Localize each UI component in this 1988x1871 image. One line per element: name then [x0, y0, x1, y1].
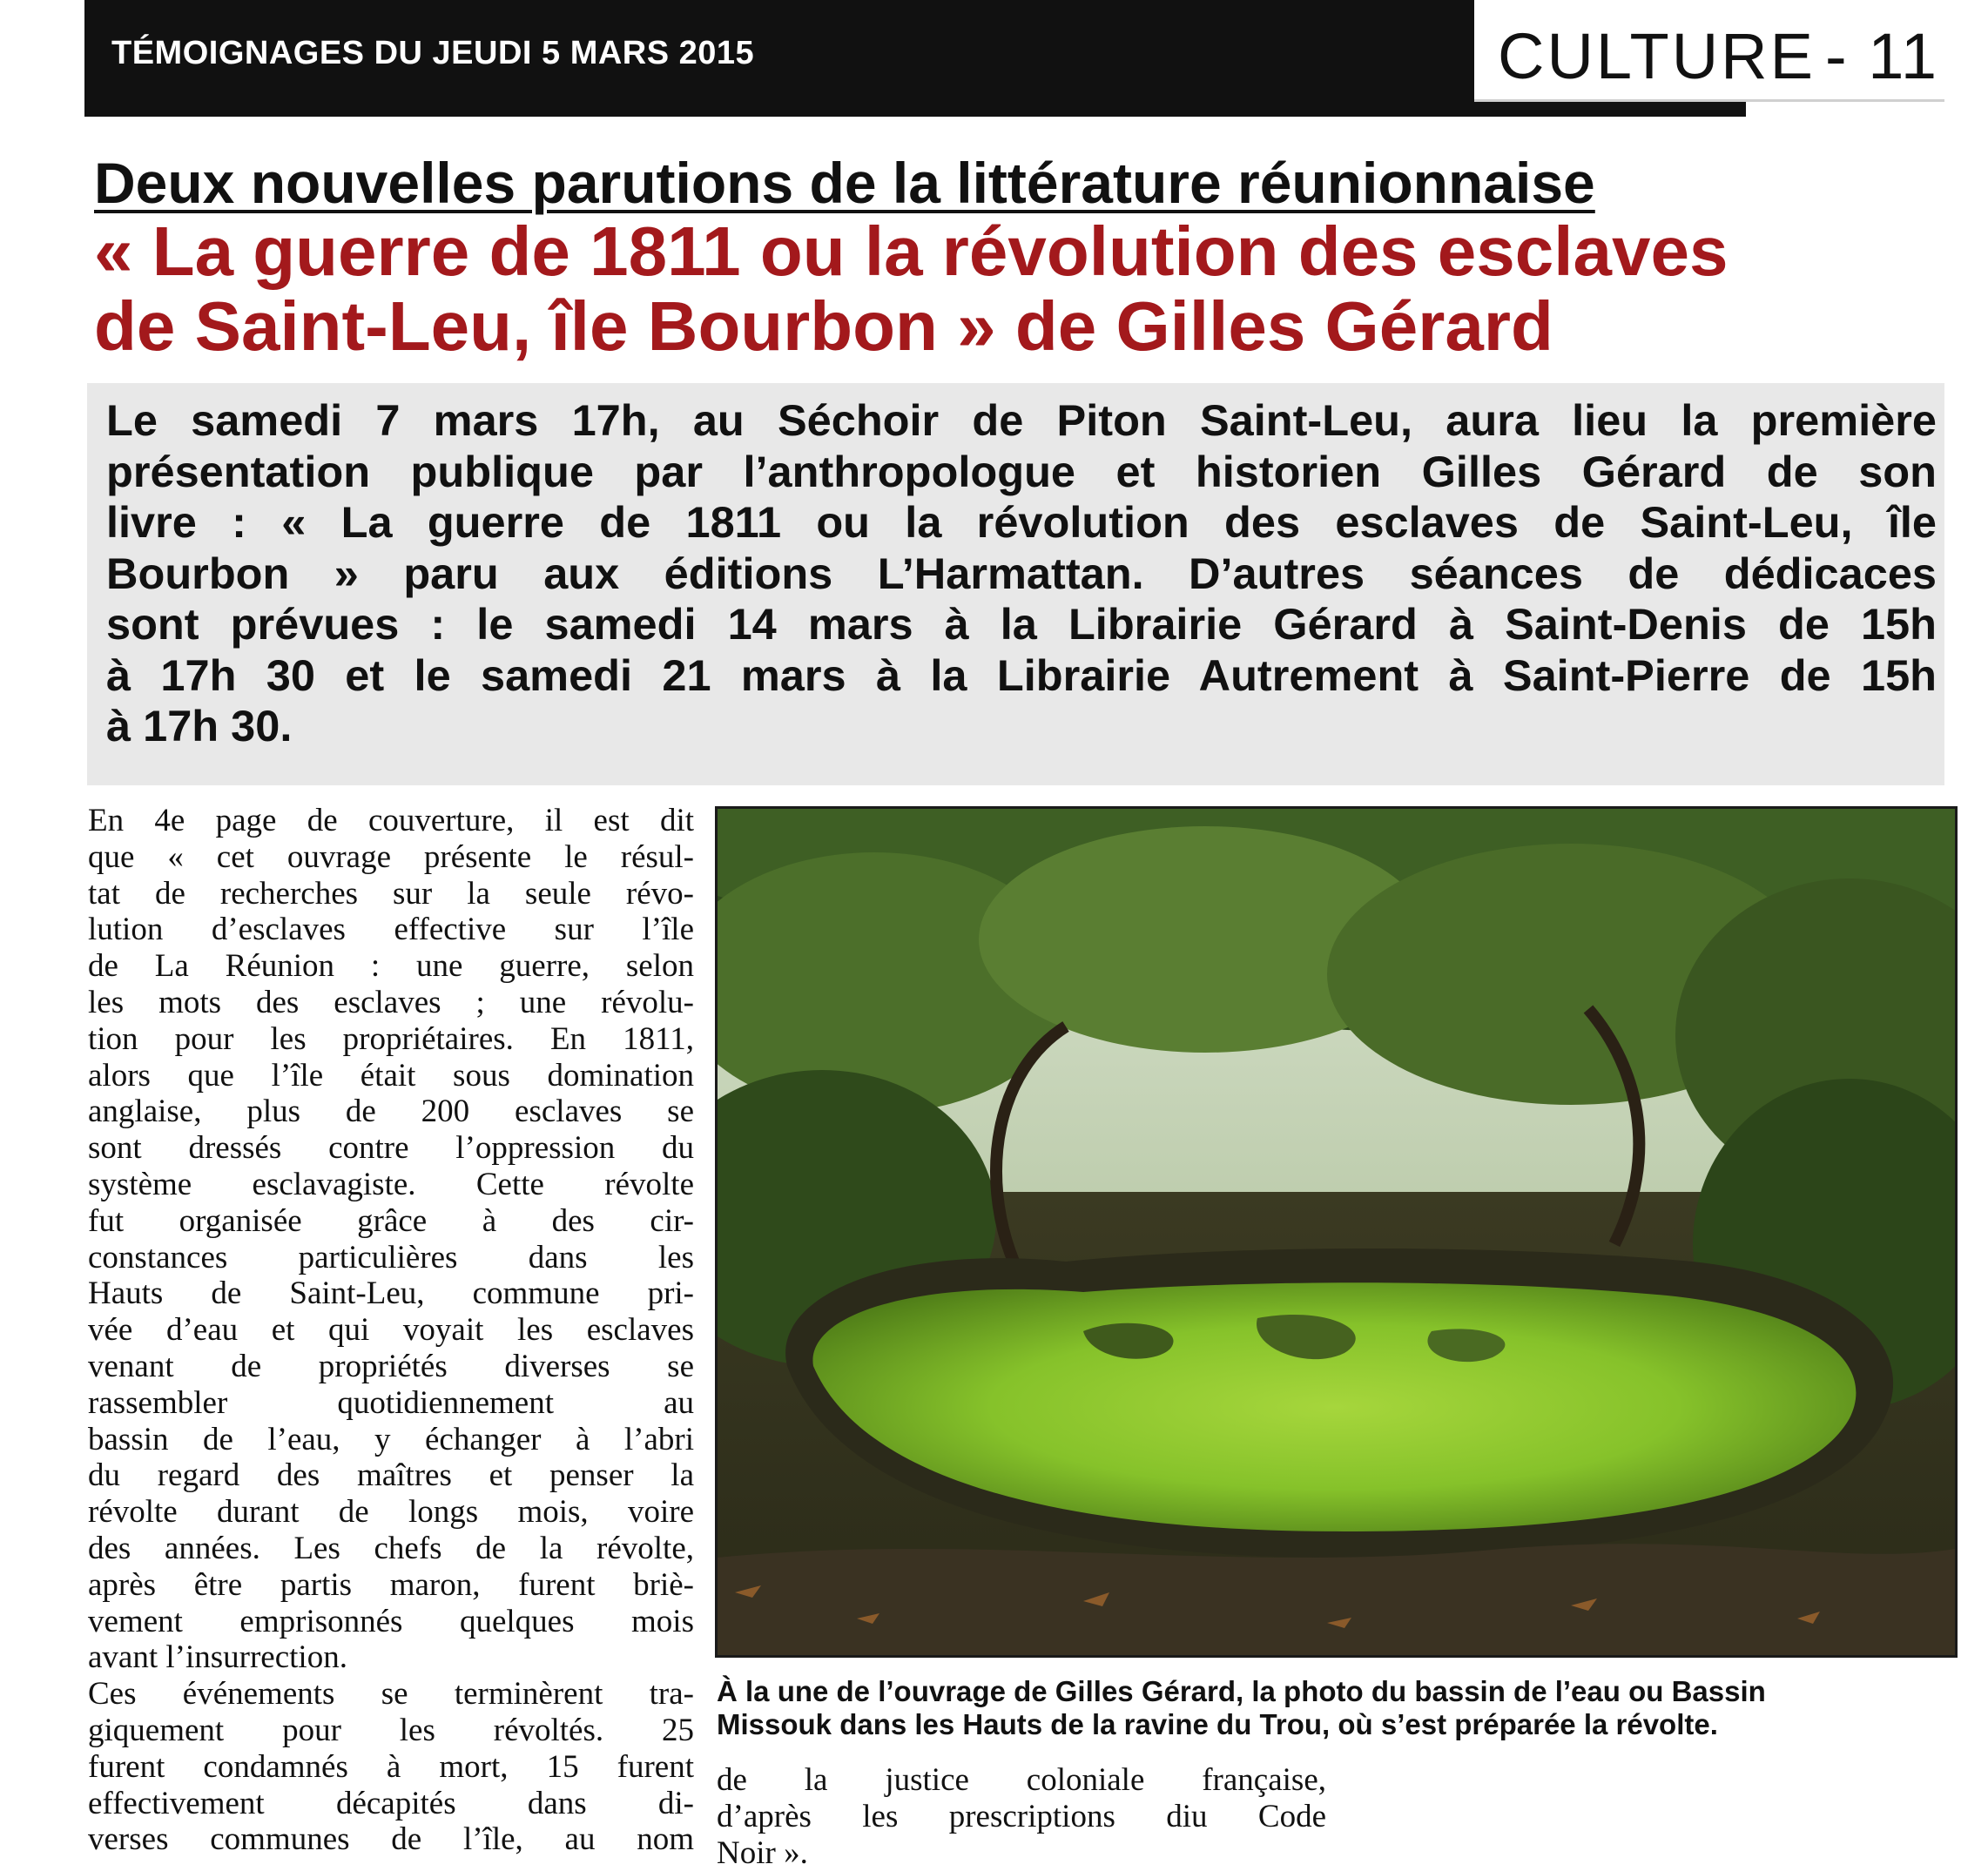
photo-caption [717, 1675, 1953, 1741]
body-line: venant de propriétés diverses se [88, 1348, 694, 1384]
body-line: verses communes de l’île, au nom [88, 1821, 694, 1858]
body-line: En 4e page de couverture, il est dit [88, 803, 694, 838]
body-line: les mots des esclaves ; une révolu- [88, 984, 694, 1020]
body-line: bassin de l’eau, y échanger à l’abri [88, 1421, 694, 1457]
body-line: de La Réunion : une guerre, selon [88, 948, 694, 985]
body-line: vée d’eau et qui voyait les esclaves [88, 1312, 694, 1349]
body-line: que « cet ouvrage présente le résul- [88, 838, 694, 875]
body-line: du regard des maîtres et penser la [88, 1457, 694, 1494]
body-line: constances particulières dans les [88, 1239, 694, 1275]
body-line: furent condamnés à mort, 15 furent [88, 1748, 694, 1785]
chapo-line: à 17h 30. [106, 701, 293, 750]
body-line: vement emprisonnés quelques mois [88, 1603, 694, 1639]
body-line: fut organisée grâce à des cir- [88, 1202, 694, 1239]
chapo-line: livre : « La guerre de 1811 ou la révolution des esclaves de Saint-Leu, île [106, 497, 1937, 547]
body-line: Noir ». [717, 1834, 808, 1871]
headline-line: « La guerre de 1811 ou la révolution des esclaves [94, 212, 1729, 290]
body-column-1 [88, 803, 694, 1858]
issue-date: TÉMOIGNAGES DU JEUDI 5 MARS 2015 [111, 35, 755, 71]
chapo-line: sont prévues : le samedi 14 mars à la Librairie Gérard à Saint-Denis de 15h [106, 599, 1937, 649]
body-line: lution d’esclaves effective sur l’île [88, 912, 694, 948]
body-line: tat de recherches sur la seule révo- [88, 875, 694, 912]
body-line: tion pour les propriétaires. En 1811, [88, 1020, 694, 1057]
body-line: rassembler quotidiennement au [88, 1384, 694, 1421]
caption-line: Missouk dans les Hauts de la ravine du Trou, où s’est préparée la révolte. [717, 1708, 1718, 1740]
chapo-line: à 17h 30 et le samedi 21 mars à la Librairie Autrement à Saint-Pierre de 15h [106, 649, 1937, 700]
chapo-line: présentation publique par l’anthropologue et historien Gilles Gérard de son [106, 446, 1937, 496]
headline-line: de Saint-Leu, île Bourbon » de Gilles Gérard [94, 287, 1553, 365]
body-line: après être partis maron, furent briè- [88, 1566, 694, 1603]
article-chapo [106, 395, 1937, 752]
body-line: d’après les prescriptions diu Code [717, 1798, 1326, 1834]
caption-line: À la une de l’ouvrage de Gilles Gérard, la photo du bassin de l’eau ou Bassin [717, 1675, 1766, 1707]
body-line: Hauts de Saint-Leu, commune pri- [88, 1275, 694, 1312]
body-line: anglaise, plus de 200 esclaves se [88, 1094, 694, 1130]
chapo-line: Bourbon » paru aux éditions L’Harmattan. D’autres séances de dédicaces [106, 548, 1937, 598]
chapo-line: Le samedi 7 mars 17h, au Séchoir de Piton Saint-Leu, aura lieu la première [106, 395, 1937, 445]
article-kicker: Deux nouvelles parutions de la littérature réunionnaise [94, 151, 1595, 215]
body-column-2 [717, 1762, 1326, 1871]
body-line: système esclavagiste. Cette révolte [88, 1166, 694, 1202]
body-line: révolte durant de longs mois, voire [88, 1494, 694, 1531]
basin-photo-illustration [718, 809, 1955, 1655]
section-label: CULTURE [1498, 20, 1816, 92]
body-line: Ces événements se terminèrent tra- [88, 1676, 694, 1713]
body-line: avant l’insurrection. [88, 1639, 347, 1676]
body-line: de la justice coloniale française, [717, 1762, 1326, 1798]
body-line: giquement pour les révoltés. 25 [88, 1712, 694, 1748]
body-line: des années. Les chefs de la révolte, [88, 1530, 694, 1566]
page-number: - 11 [1825, 20, 1939, 92]
body-line: effectivement décapités dans di- [88, 1785, 694, 1821]
article-headline [94, 214, 1958, 364]
body-line: sont dressés contre l’oppression du [88, 1130, 694, 1167]
body-line: alors que l’île était sous domination [88, 1057, 694, 1094]
article-photo [715, 806, 1958, 1658]
